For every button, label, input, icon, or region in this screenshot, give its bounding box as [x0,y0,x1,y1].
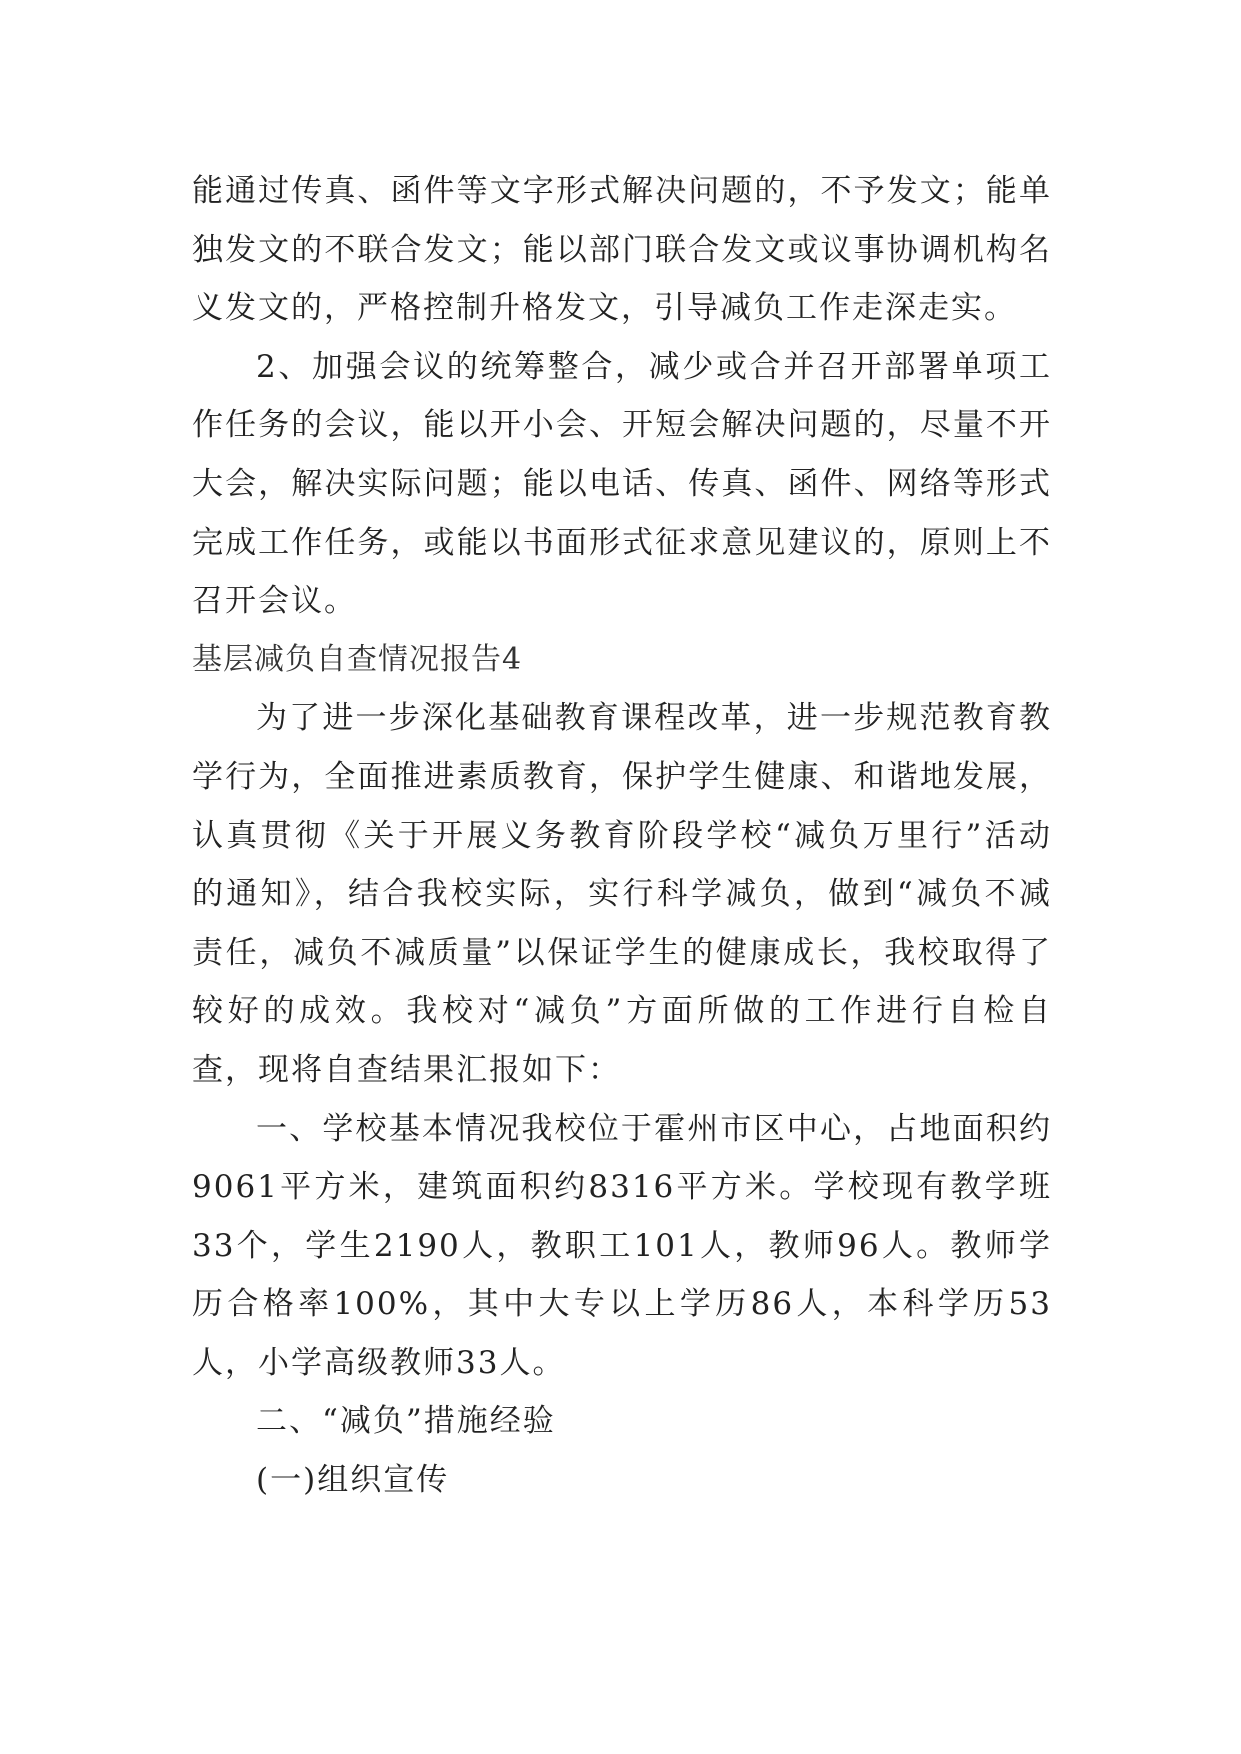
paragraph-document-issuance: 能通过传真、函件等文字形式解决问题的，不予发文；能单独发文的不联合发文；能以部门联合发文或议事协调机构名义发文的，严格控制升格发文，引导减负工作走深走实。 [192,173,1052,327]
paragraph-school-basic-info: 一、学校基本情况我校位于霍州市区中心，占地面积约9061平方米，建筑面积约8316平方米。学校现有教学班33个，学生2190人，教职工101人，教师96人。教师学历合格率100%，其中大专以上学历86人，本科学历53人，小学高级教师33人。 [192,1110,1052,1381]
section-title-measures: 二、“减负”措施经验 [256,1403,556,1440]
section-heading-report-4: 基层减负自查情况报告4 [192,641,523,677]
document-body [192,162,1052,1510]
paragraph-report-intro: 为了进一步深化基础教育课程改革，进一步规范教育教学行为，全面推进素质教育，保护学生健康、和谐地发展，认真贯彻《关于开展义务教育阶段学校“减负万里行”活动的通知》，结合我校实际，实行科学减负，做到“减负不减责任，减负不减质量”以保证学生的健康成长，我校取得了较好的成效。我校对“减负”方面所做的工作进行自检自查，现将自查结果汇报如下： [192,700,1052,1088]
paragraph-meeting-integration: 2、加强会议的统筹整合，减少或合并召开部署单项工作任务的会议，能以开小会、开短会解决问题的，尽量不开大会，解决实际问题；能以电话、传真、函件、网络等形式完成工作任务，或能以书面形式征求意见建议的，原则上不召开会议。 [192,348,1052,620]
subsection-title-organization: (一)组织宣传 [256,1462,450,1499]
